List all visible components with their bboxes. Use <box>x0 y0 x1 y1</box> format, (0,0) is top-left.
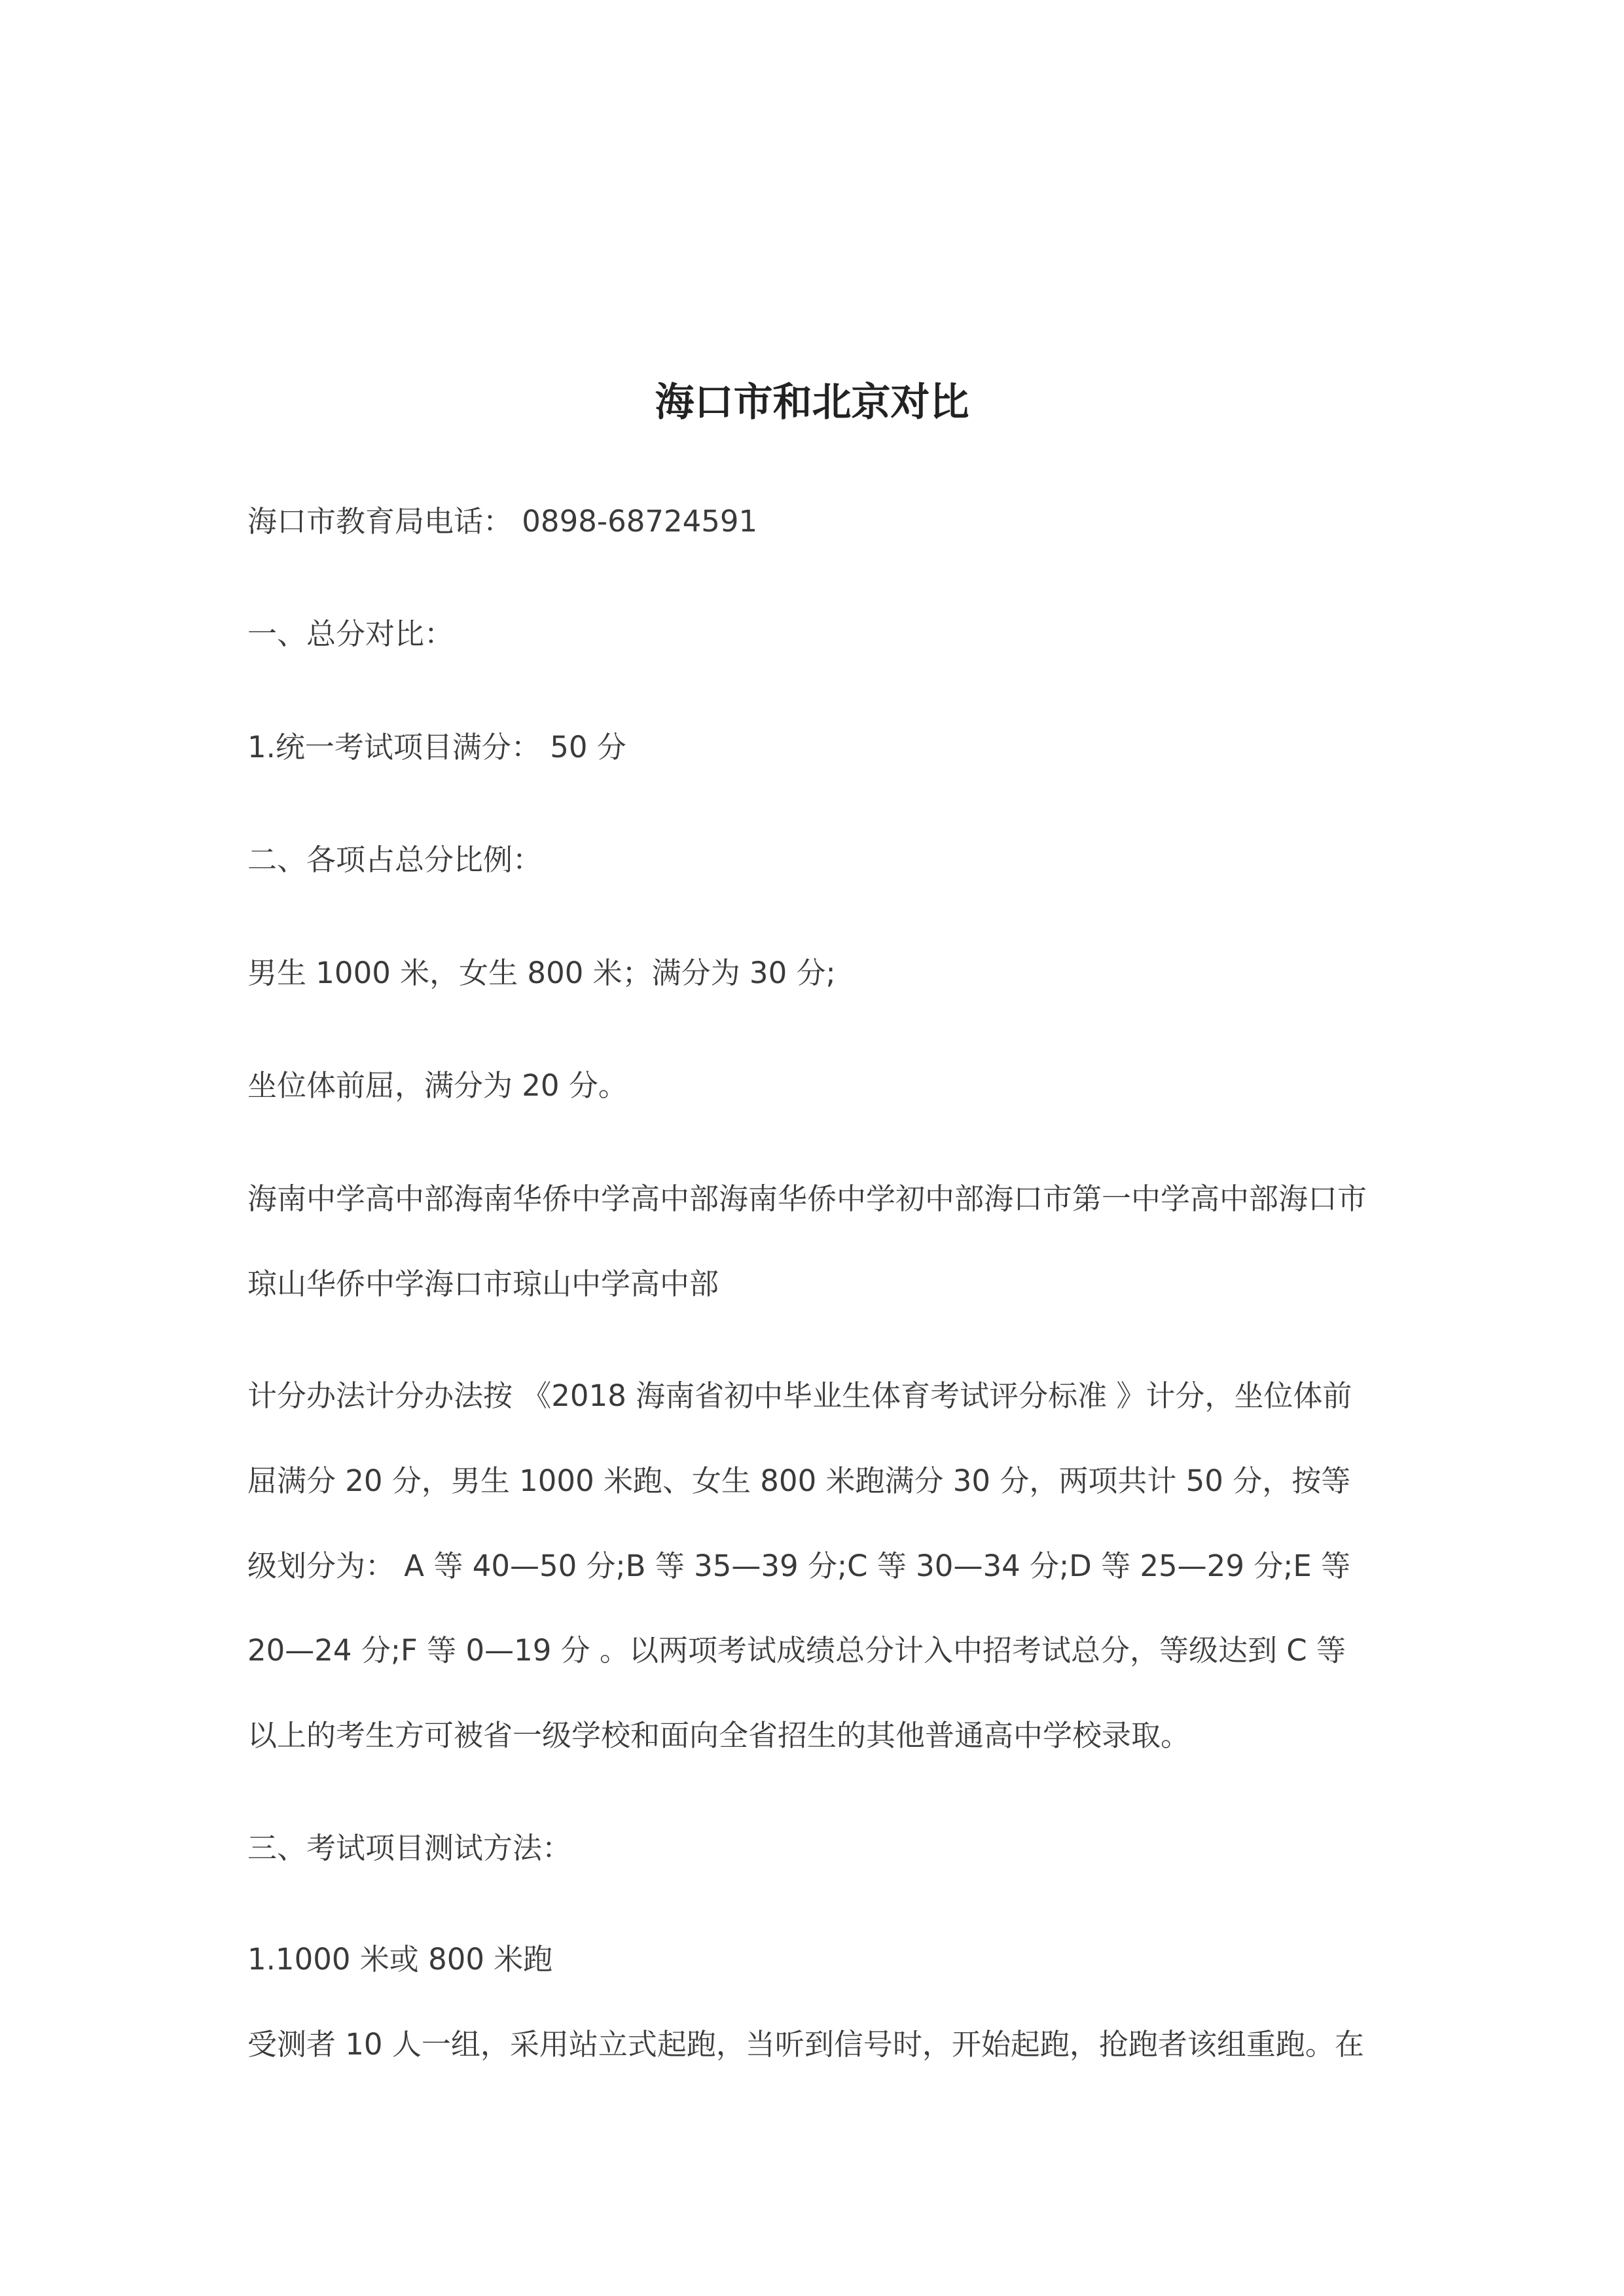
section1-item1: 1.统一考试项目满分： 50 分 <box>247 730 626 764</box>
section3-heading: 三、考试项目测试方法： <box>247 1831 572 1865</box>
scoring-line-2: 屈满分 20 分，男生 1000 米跑、女生 800 米跑满分 30 分，两项共计 50 分，按等 <box>247 1463 1351 1498</box>
document-title: 海口市和北京对比 <box>655 380 969 425</box>
section2-heading: 二、各项占总分比例： <box>247 842 543 877</box>
scoring-line-5: 以上的考生方可被省一级学校和面向全省招生的其他普通高中学校录取。 <box>247 1718 1191 1753</box>
schools-line-2: 琼山华侨中学海口市琼山中学高中部 <box>247 1266 719 1301</box>
scoring-line-3: 级划分为： A 等 40—50 分;B 等 35—39 分;C 等 30—34 分;D 等 25—29 分;E 等 <box>247 1549 1351 1583</box>
section2-sitreach-line: 坐位体前屈，满分为 20 分。 <box>247 1068 628 1103</box>
schools-line-1: 海南中学高中部海南华侨中学高中部海南华侨中学初中部海口市第一中学高中部海口市 <box>247 1181 1367 1216</box>
phone-line: 海口市教育局电话： 0898-68724591 <box>247 504 758 539</box>
section2-run-line: 男生 1000 米，女生 800 米；满分为 30 分; <box>247 956 836 990</box>
section3-item1: 1.1000 米或 800 米跑 <box>247 1942 553 1977</box>
scoring-line-1: 计分办法计分办法按 《2018 海南省初中毕业生体育考试评分标准 》计分，坐位体前 <box>247 1378 1352 1413</box>
scoring-line-4: 20—24 分;F 等 0—19 分 。以两项考试成绩总分计入中招考试总分，等级达到 C 等 <box>247 1633 1346 1668</box>
section3-text1: 受测者 10 人一组，采用站立式起跑，当听到信号时，开始起跑，抢跑者该组重跑。在 <box>247 2027 1364 2062</box>
section1-heading: 一、总分对比： <box>247 617 454 651</box>
